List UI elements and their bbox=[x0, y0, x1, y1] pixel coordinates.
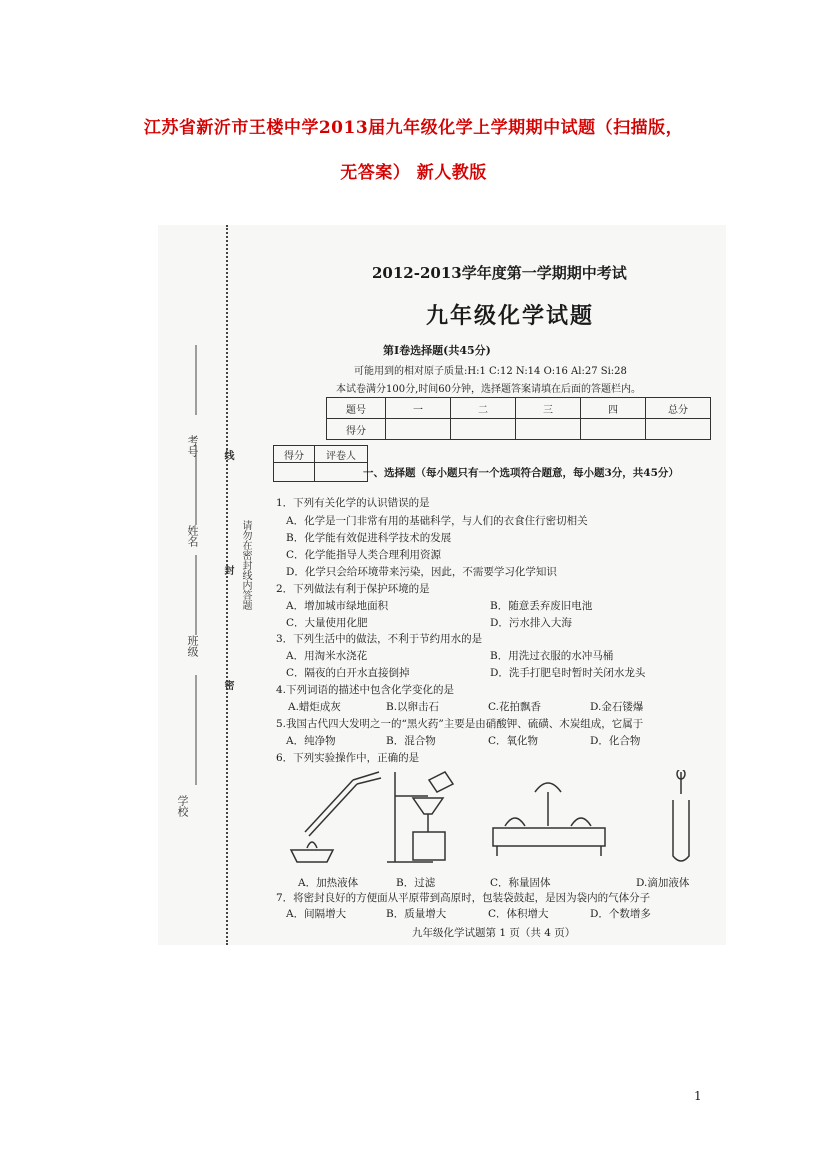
filtration-figure bbox=[387, 772, 453, 862]
xuexiao-label: 学校 bbox=[176, 795, 189, 817]
section1-heading: 第Ⅰ卷选择题(共45分) bbox=[383, 344, 491, 357]
question-option: C．隔夜的白开水直接倒掉 bbox=[286, 667, 410, 679]
question-option: A．用淘米水浇花 bbox=[286, 650, 368, 662]
document-title-line2: 无答案） 新人教版 bbox=[340, 163, 487, 183]
question-option: B．质量增大 bbox=[386, 908, 447, 920]
exam-header: 2012-2013学年度第一学期期中考试 bbox=[372, 264, 627, 282]
question-option: D．洗手打肥皂时暂时关闭水龙头 bbox=[490, 667, 646, 679]
question-option: A．增加城市绿地面积 bbox=[286, 600, 389, 612]
score-header-cell: 题号 bbox=[327, 398, 386, 419]
question-option: C．化学能指导人类合理利用资源 bbox=[286, 549, 442, 561]
question-stem: 7．将密封良好的方便面从平原带到高原时，包装袋鼓起，是因为袋内的气体分子 bbox=[276, 892, 651, 904]
score-cell[interactable] bbox=[646, 419, 711, 440]
score-header-cell: 三 bbox=[516, 398, 581, 419]
xian-mark: 线 bbox=[222, 450, 233, 460]
instructions: 本试卷满分100分,时间60分钟，选择题答案请填在后面的答题栏内。 bbox=[336, 384, 641, 395]
question-option: D．化合物 bbox=[590, 735, 641, 747]
grader-score-label: 得分 bbox=[274, 446, 315, 463]
banji-label: 班级 bbox=[186, 635, 199, 657]
score-label-cell: 得分 bbox=[327, 419, 386, 440]
exam-subject: 九年级化学试题 bbox=[426, 303, 595, 329]
question-option: A．加热液体 bbox=[298, 877, 359, 889]
document-title-line1: 江苏省新沂市王楼中学2013届九年级化学上学期期中试题（扫描版， bbox=[143, 118, 684, 138]
question-option: D．化学只会给环境带来污染，因此，不需要学习化学知识 bbox=[286, 566, 557, 578]
seal-notice: 请勿在密封线内答题 bbox=[240, 520, 251, 610]
binding-underlines bbox=[172, 345, 202, 815]
question-option: A．化学是一门非常有用的基础科学，与人们的衣食住行密切相关 bbox=[286, 515, 588, 527]
kaohao-label: 考号 bbox=[186, 435, 199, 457]
exam-footer: 九年级化学试题第 1 页（共 4 页） bbox=[412, 927, 576, 939]
question-option: C．氧化物 bbox=[488, 735, 539, 747]
scanned-exam-page bbox=[158, 225, 726, 945]
question-option: C.花拍飘香 bbox=[488, 701, 541, 713]
question-stem: 2．下列做法有利于保护环境的是 bbox=[276, 583, 430, 595]
score-cell[interactable] bbox=[386, 419, 451, 440]
question-stem: 6．下列实验操作中，正确的是 bbox=[276, 752, 420, 764]
grader-box bbox=[273, 445, 368, 482]
mi-mark: 密 bbox=[222, 680, 233, 690]
question-option: C．大量使用化肥 bbox=[286, 617, 368, 629]
question-option: A.蜡炬成灰 bbox=[288, 701, 341, 713]
score-header-cell: 二 bbox=[451, 398, 516, 419]
question-option: A．间隔增大 bbox=[286, 908, 347, 920]
heating-liquid-figure bbox=[291, 772, 381, 862]
score-header-cell: 总分 bbox=[646, 398, 711, 419]
part1-heading: 一、选择题（每小题只有一个选项符合题意，每小题3分，共45分） bbox=[363, 467, 679, 479]
feng-mark: 封 bbox=[222, 565, 233, 575]
question-option: A．纯净物 bbox=[286, 735, 336, 747]
score-cell[interactable] bbox=[581, 419, 646, 440]
score-header-cell: 四 bbox=[581, 398, 646, 419]
question-option: D．个数增多 bbox=[590, 908, 651, 920]
question-option: B．用洗过衣服的水冲马桶 bbox=[490, 650, 614, 662]
question-option: D.金石镂爆 bbox=[590, 701, 644, 713]
grader-name-label: 评卷人 bbox=[315, 446, 368, 463]
grader-name-cell[interactable] bbox=[315, 463, 368, 482]
question-option: B．过滤 bbox=[396, 877, 436, 889]
question-option: D．污水排入大海 bbox=[490, 617, 572, 629]
question-stem: 1．下列有关化学的认识错误的是 bbox=[276, 497, 430, 509]
question-option: C．体积增大 bbox=[488, 908, 549, 920]
atomic-masses: 可能用到的相对原子质量:H:1 C:12 N:14 O:16 Al:27 Si:28 bbox=[354, 366, 627, 377]
question-stem: 3．下列生活中的做法，不利于节约用水的是 bbox=[276, 633, 483, 645]
score-table bbox=[326, 397, 711, 440]
score-cell[interactable] bbox=[451, 419, 516, 440]
seal-line bbox=[226, 225, 228, 945]
grader-score-cell[interactable] bbox=[274, 463, 315, 482]
balance-figure bbox=[493, 783, 605, 856]
score-header-cell: 一 bbox=[386, 398, 451, 419]
question-option: C．称量固体 bbox=[490, 877, 551, 889]
question-option: B．混合物 bbox=[386, 735, 436, 747]
question-option: D.滴加液体 bbox=[636, 877, 690, 889]
dropping-liquid-figure bbox=[673, 770, 689, 861]
lab-apparatus-figures bbox=[283, 770, 723, 870]
question-stem: 5.我国古代四大发明之一的“黑火药”主要是由硝酸钾、硫磺、木炭组成，它属于 bbox=[276, 718, 644, 730]
xingming-label: 姓名 bbox=[186, 525, 199, 547]
question-option: B．随意丢弃废旧电池 bbox=[490, 600, 593, 612]
question-stem: 4.下列词语的描述中包含化学变化的是 bbox=[276, 684, 455, 696]
score-cell[interactable] bbox=[516, 419, 581, 440]
question-option: B．化学能有效促进科学技术的发展 bbox=[286, 532, 452, 544]
question-option: B.以卵击石 bbox=[386, 701, 440, 713]
page-number: 1 bbox=[694, 1089, 702, 1103]
